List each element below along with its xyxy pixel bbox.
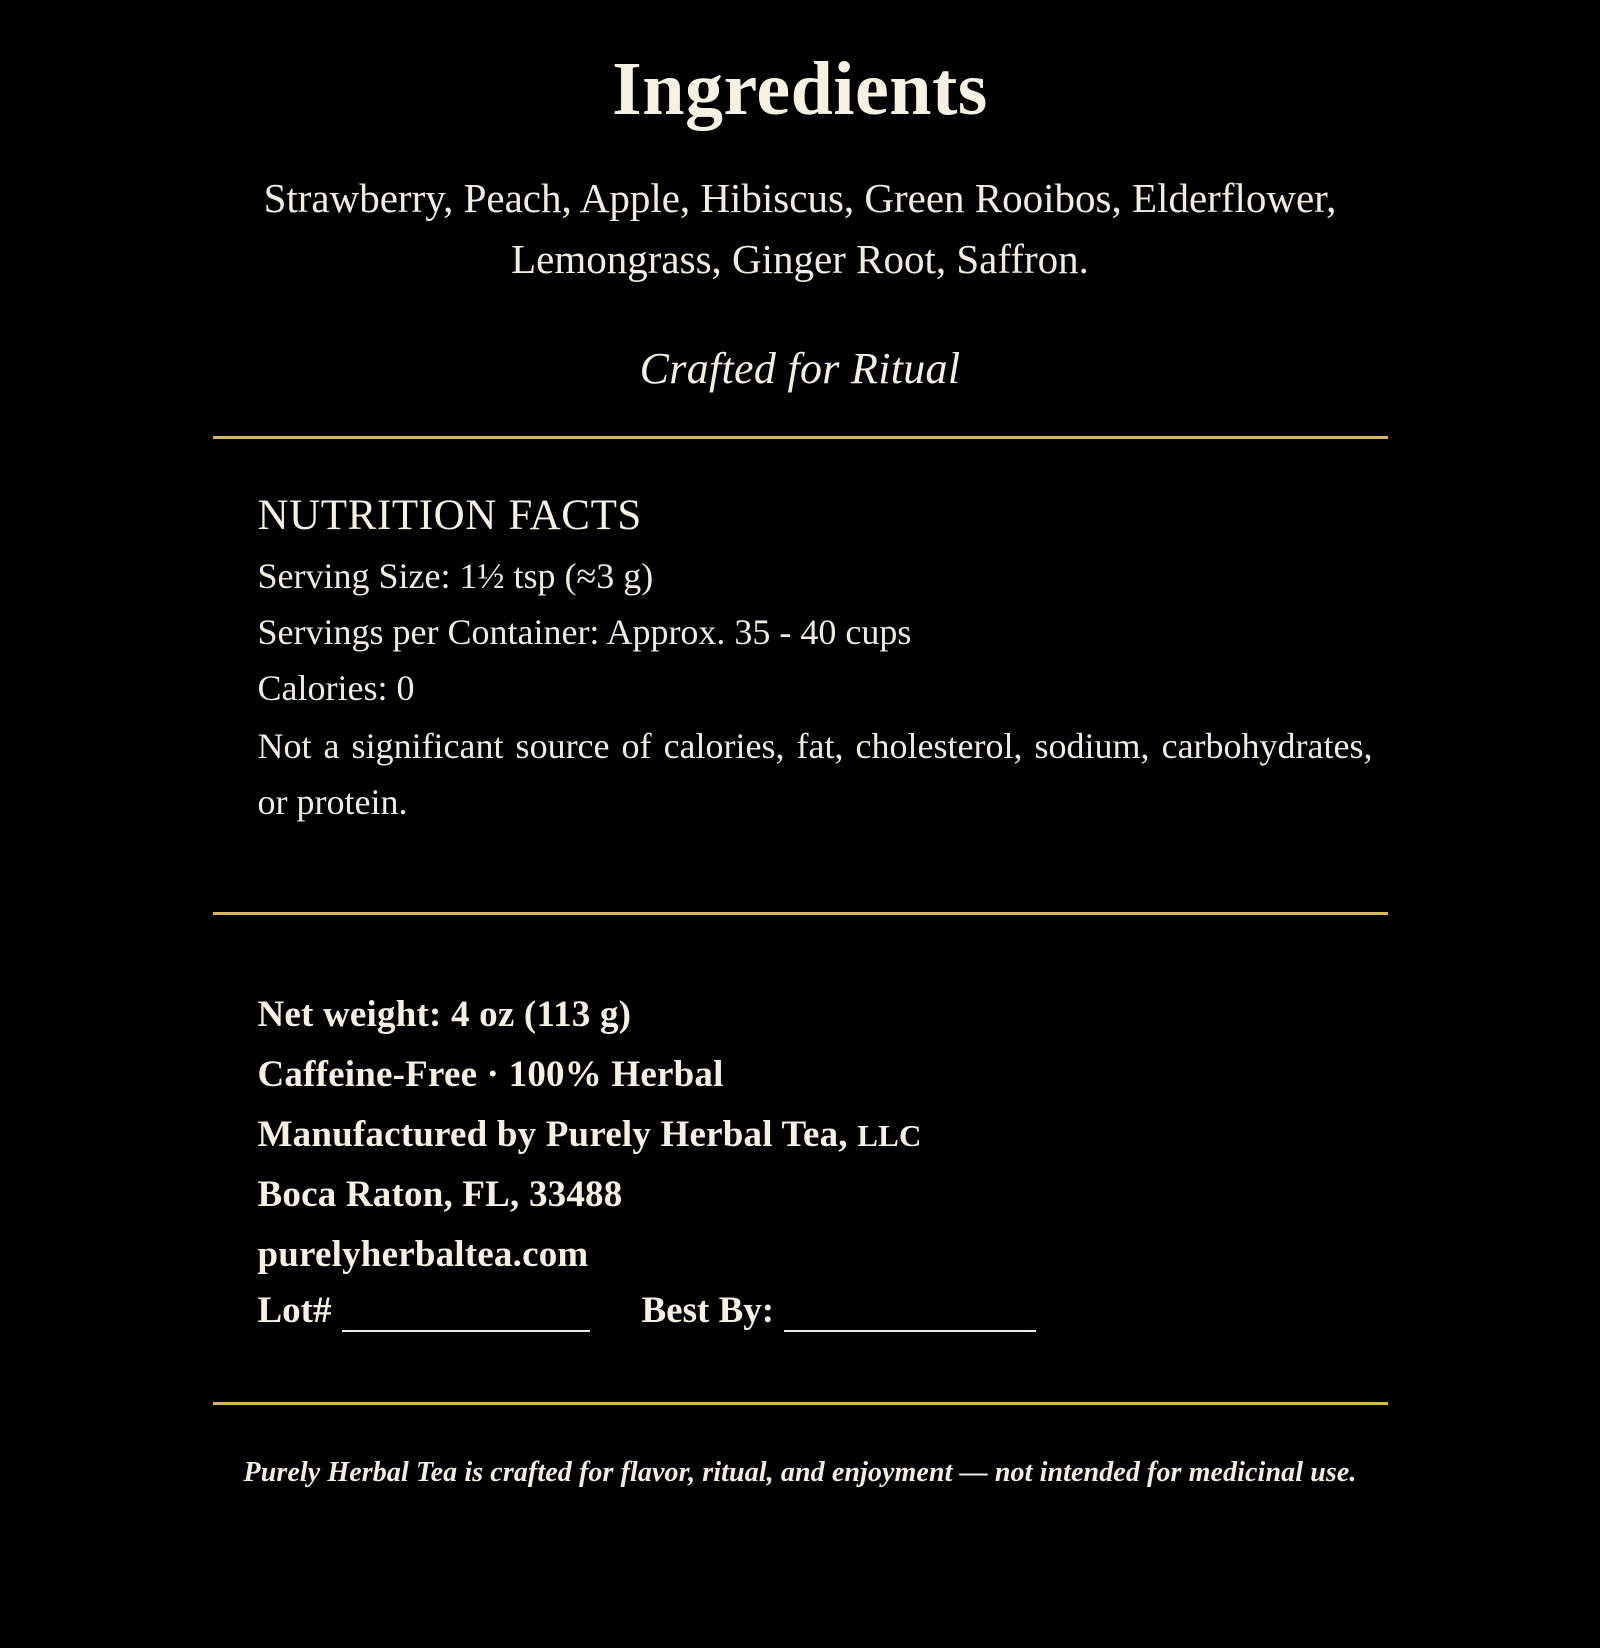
best-by-input[interactable] (784, 1300, 1036, 1332)
calories: Calories: 0 (257, 667, 415, 708)
divider-bottom (213, 1402, 1388, 1405)
net-weight: Net weight: 4 oz (113 g) (257, 994, 632, 1036)
manufacturer (258, 1105, 1388, 1165)
product-label (0, 48, 1600, 1648)
page-title: Ingredients (612, 47, 988, 131)
tagline: Crafted for Ritual (639, 343, 961, 393)
manufacturer-entity-type: LLC (857, 1118, 922, 1154)
nutrition-facts-section (213, 439, 1388, 831)
disclaimer: Purely Herbal Tea is crafted for flavor, ritual, and enjoyment — not intended for medicinal use. (243, 1457, 1357, 1489)
servings-per-container: Servings per Container: Approx. 35 - 40 cups (257, 611, 912, 652)
ingredients-list: Strawberry, Peach, Apple, Hibiscus, Green Rooibos, Elderflower, Lemongrass, Ginger Root, Saffron. (263, 174, 1337, 283)
caffeine-claim: Caffeine-Free · 100% Herbal (257, 1054, 724, 1096)
lot-and-best-by-row (258, 1289, 1388, 1332)
best-by-label: Best By: (641, 1290, 775, 1332)
lot-label: Lot# (257, 1290, 332, 1332)
lot-input[interactable] (342, 1300, 590, 1332)
product-info-section (213, 915, 1388, 1332)
nutrition-note: Not a significant source of calories, fat, cholesterol, sodium, carbohydrates, or protein. (257, 726, 1373, 823)
serving-size: Serving Size: 1½ tsp (≈3 g) (257, 555, 654, 596)
website[interactable]: purelyherbaltea.com (257, 1234, 589, 1276)
nutrition-facts-heading: NUTRITION FACTS (257, 491, 642, 539)
address: Boca Raton, FL, 33488 (257, 1174, 623, 1216)
manufacturer-text: Manufactured by Purely Herbal Tea, (257, 1114, 858, 1156)
